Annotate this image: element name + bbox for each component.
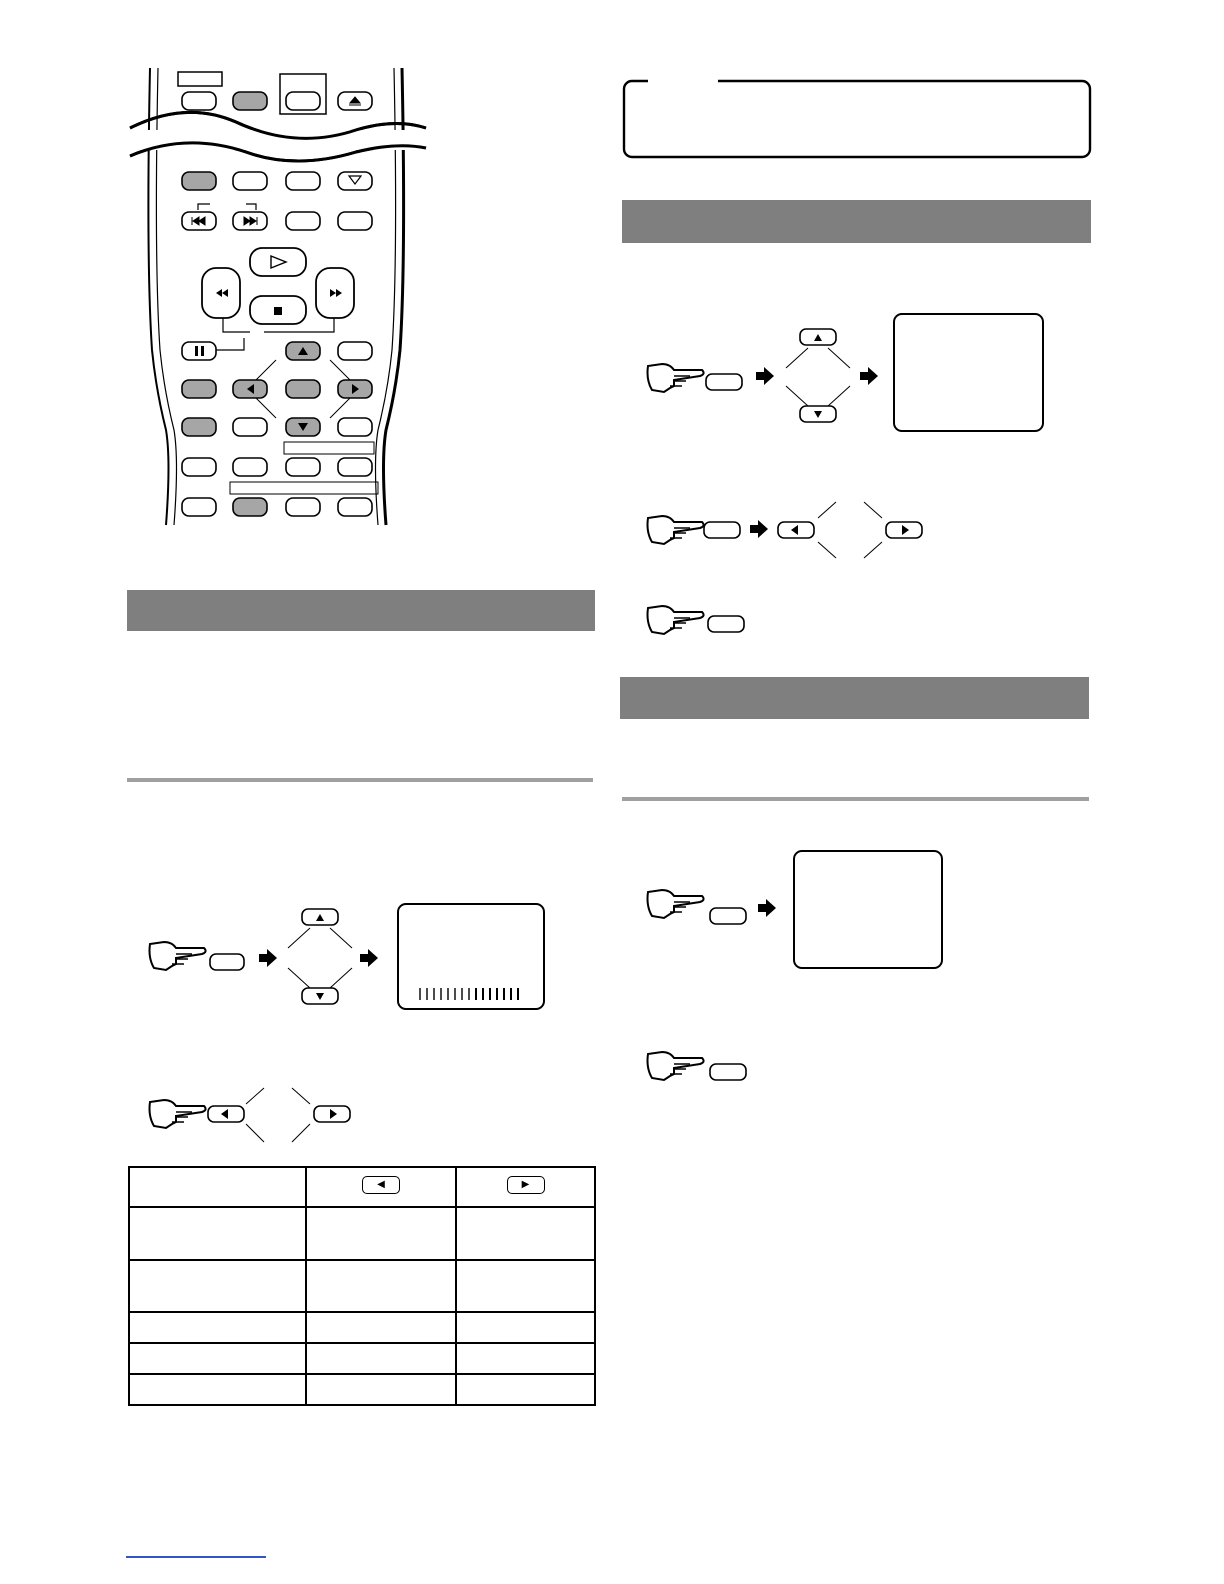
table-cell — [306, 1343, 456, 1374]
section-heading-bar-right-1 — [622, 200, 1091, 243]
table-row — [129, 1343, 595, 1374]
table-row — [129, 1207, 595, 1260]
arrow-right-icon — [860, 367, 878, 385]
footer-link-underline — [126, 1556, 266, 1558]
table-cell — [456, 1374, 595, 1405]
table-header-right — [456, 1167, 595, 1207]
table-cell — [456, 1312, 595, 1343]
section-heading-bar-right-2 — [620, 677, 1089, 719]
right-step-1-diagram — [644, 310, 1064, 435]
table-cell — [456, 1343, 595, 1374]
arrow-right-icon — [758, 899, 776, 917]
table-cell — [129, 1343, 306, 1374]
table-cell — [129, 1312, 306, 1343]
table-header-item — [129, 1167, 306, 1207]
menu-button-icon — [710, 908, 746, 924]
left-step-2-diagram — [146, 1086, 366, 1146]
table-row — [129, 1312, 595, 1343]
divider-left — [127, 778, 593, 782]
divider-right — [622, 797, 1089, 801]
adjustment-table — [128, 1166, 594, 1404]
arrow-right-icon — [750, 520, 768, 538]
menu-button-icon — [210, 954, 244, 970]
hand-pointer-icon — [648, 1052, 704, 1080]
table-cell — [456, 1207, 595, 1260]
section-heading-bar-left — [127, 590, 595, 631]
tv-screen — [794, 851, 942, 968]
button-icon — [708, 616, 744, 632]
table-header-left — [306, 1167, 456, 1207]
left-arrow-icon: ◀ — [362, 1176, 400, 1194]
note-box — [622, 78, 1092, 160]
hand-pointer-icon — [648, 606, 704, 634]
hand-pointer-icon — [648, 364, 704, 392]
table-cell — [129, 1207, 306, 1260]
tv-screen — [894, 314, 1043, 431]
menu-button-icon — [704, 522, 740, 538]
table-cell — [129, 1374, 306, 1405]
remote-control-illustration — [126, 60, 426, 530]
table-cell — [306, 1312, 456, 1343]
table-row — [129, 1374, 595, 1405]
arrow-right-icon — [360, 949, 378, 967]
hand-pointer-icon — [150, 942, 206, 970]
button-icon — [710, 1064, 746, 1080]
right-step-5-diagram — [644, 1044, 764, 1088]
right-step-4-diagram — [644, 848, 964, 973]
table-row — [129, 1260, 595, 1312]
hand-pointer-icon — [648, 516, 704, 544]
arrow-right-icon — [756, 367, 774, 385]
menu-button-icon — [706, 374, 742, 390]
right-step-3-diagram — [644, 598, 764, 642]
table-cell — [456, 1260, 595, 1312]
table-cell — [129, 1260, 306, 1312]
hand-pointer-icon — [648, 890, 704, 918]
left-step-1-diagram — [146, 902, 566, 1012]
table-cell — [306, 1260, 456, 1312]
right-arrow-icon: ▶ — [507, 1176, 545, 1194]
table-cell — [306, 1374, 456, 1405]
arrow-right-icon — [259, 949, 277, 967]
table-cell — [306, 1207, 456, 1260]
hand-pointer-icon — [150, 1100, 206, 1128]
right-step-2-diagram — [644, 498, 944, 562]
